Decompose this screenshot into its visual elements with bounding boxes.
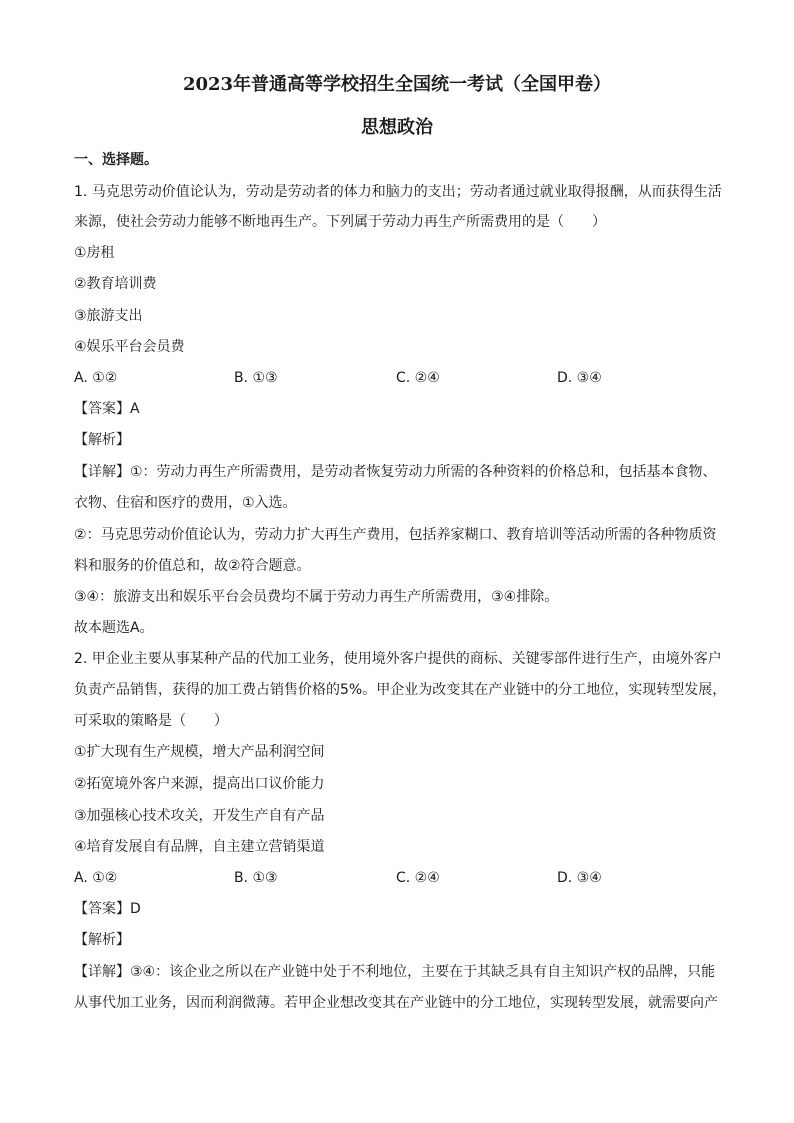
q1-option-d: D. ③④ (557, 370, 602, 386)
q2-stem-line1: 2. 甲企业主要从事某种产品的代加工业务，使用境外客户提供的商标、关键零部件进行生产，由境外客户 (74, 651, 722, 667)
q2-option-a: A. ①② (74, 870, 118, 886)
q1-item-4: ④娱乐平台会员费 (74, 339, 185, 355)
q1-item-3: ③旅游支出 (74, 308, 143, 324)
q1-stem-line2: 来源，使社会劳动力能够不断地再生产。下列属于劳动力再生产所需费用的是（ ） (74, 214, 606, 230)
exam-title: 2023年普通高等学校招生全国统一考试（全国甲卷） (182, 74, 612, 95)
q2-analysis-label: 【解析】 (74, 932, 130, 948)
q1-detail-line2: 衣物、住宿和医疗的费用，①入选。 (74, 495, 297, 511)
q1-analysis-label: 【解析】 (74, 432, 130, 448)
subject-title: 思想政治 (361, 117, 433, 138)
q1-detail-line1: 【详解】①：劳动力再生产所需费用，是劳动者恢复劳动力所需的各种资料的价格总和，包括基本食物、 (74, 464, 717, 480)
q2-stem-line3: 可采取的策略是（ ） (74, 713, 228, 729)
q1-detail-line3: ②：马克思劳动价值论认为，劳动力扩大再生产费用，包括养家糊口、教育培训等活动所需的各种物质资 (74, 527, 717, 543)
q2-stem-line2: 负责产品销售，获得的加工费占销售价格的5%。甲企业为改变其在产业链中的分工地位，实现转型发展， (74, 682, 727, 698)
section-heading: 一、选择题。 (74, 152, 158, 168)
q1-option-b: B. ①③ (234, 370, 278, 386)
q1-item-2: ②教育培训费 (74, 276, 157, 292)
q2-option-d: D. ③④ (557, 870, 602, 886)
q1-option-a: A. ①② (74, 370, 118, 386)
q1-stem-line1: 1. 马克思劳动价值论认为，劳动是劳动者的体力和脑力的支出；劳动者通过就业取得报酬，从而获得生活 (74, 184, 722, 200)
q1-answer: 【答案】A (74, 401, 140, 417)
q1-detail-line6: 故本题选A。 (74, 620, 154, 636)
q2-option-c: C. ②④ (396, 870, 440, 886)
q1-detail-line5: ③④：旅游支出和娱乐平台会员费均不属于劳动力再生产所需费用，③④排除。 (74, 589, 559, 605)
q2-detail-line1: 【详解】③④：该企业之所以在产业链中处于不利地位，主要在于其缺乏具有自主知识产权的品牌，只能 (74, 964, 716, 980)
q1-item-1: ①房租 (74, 245, 115, 261)
q2-item-3: ③加强核心技术攻关，开发生产自有产品 (74, 808, 325, 824)
q2-option-b: B. ①③ (234, 870, 278, 886)
q2-item-4: ④培育发展自有品牌，自主建立营销渠道 (74, 839, 325, 855)
q1-option-c: C. ②④ (396, 370, 440, 386)
q1-detail-line4: 料和服务的价值总和，故②符合题意。 (74, 558, 311, 574)
q2-item-2: ②拓宽境外客户来源，提高出口议价能力 (74, 776, 325, 792)
q2-item-1: ①扩大现有生产规模，增大产品利润空间 (74, 744, 325, 760)
q2-detail-line2: 从事代加工业务，因而利润微薄。若甲企业想改变其在产业链中的分工地位，实现转型发展，就需要向产 (74, 995, 718, 1011)
q2-answer: 【答案】D (74, 901, 141, 917)
